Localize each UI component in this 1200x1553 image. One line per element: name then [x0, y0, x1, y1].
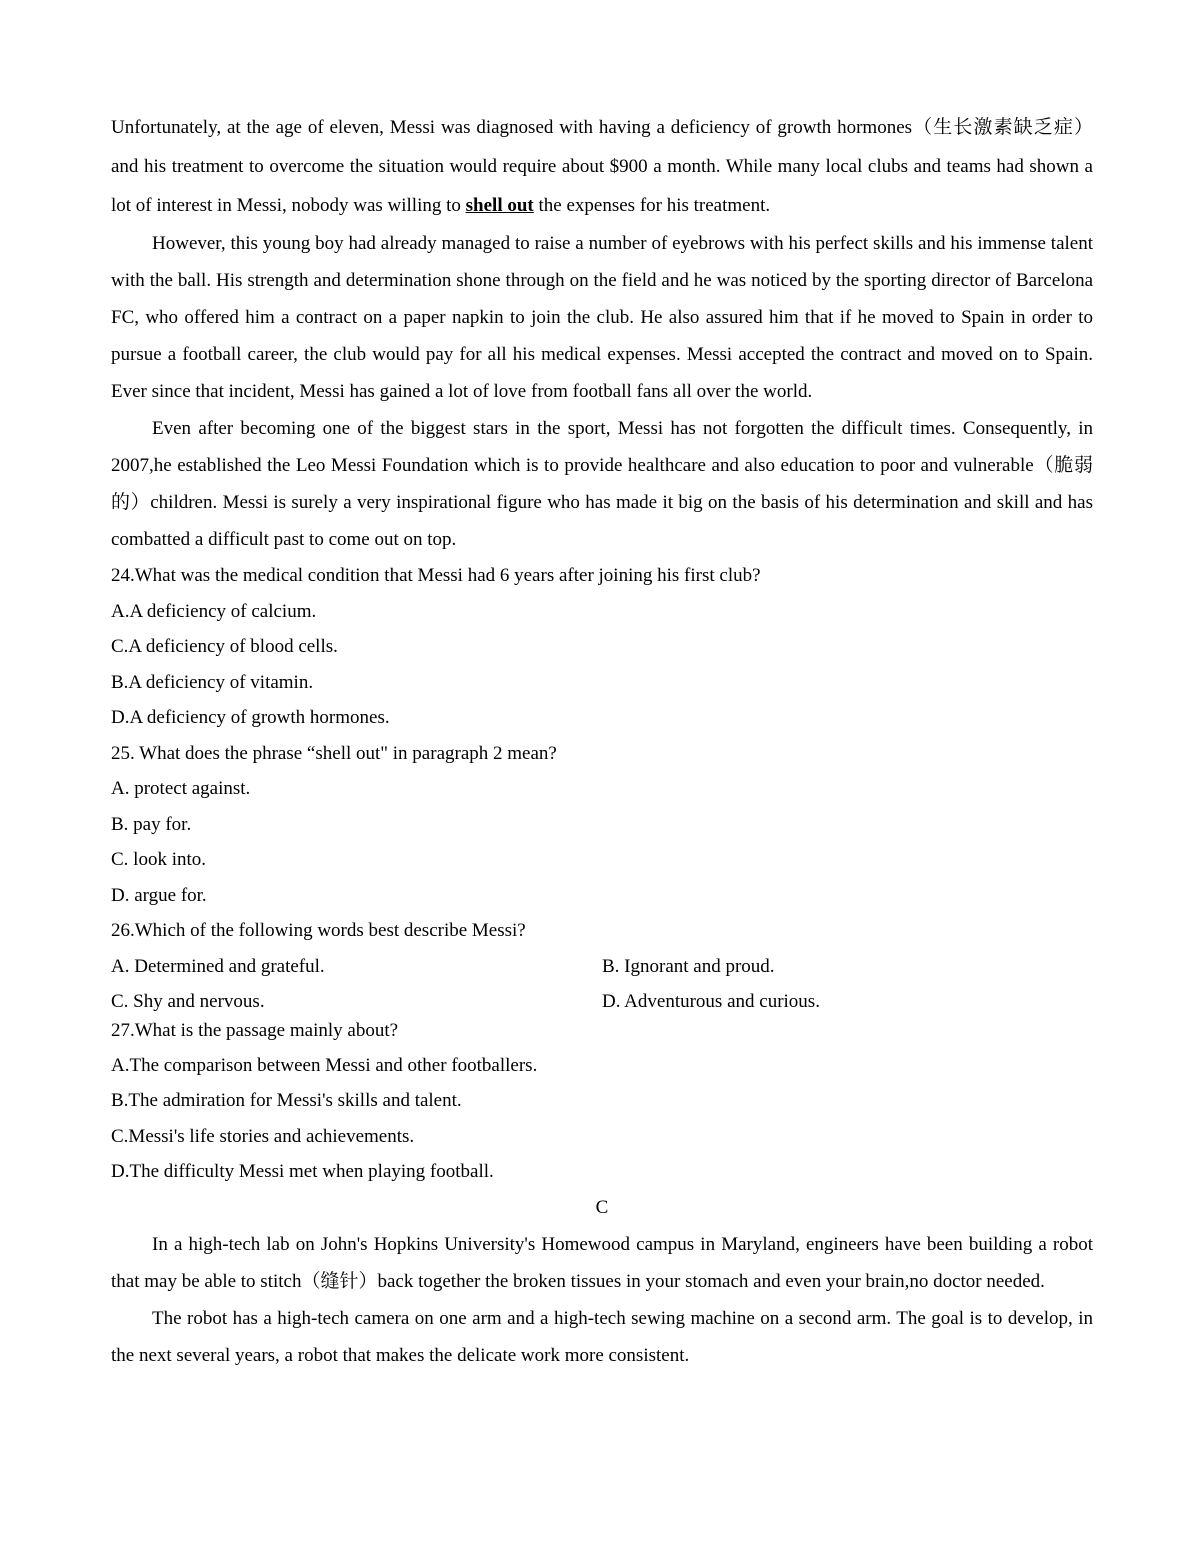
- option: C. Shy and nervous.: [111, 991, 265, 1012]
- passage-b-paragraph-3: Even after becoming one of the biggest stars in the sport, Messi has not forgotten the difficult times. Consequently, in 2007,he established the Leo Messi Foundation which is to provide healthcare and also education to poor and vulnerable（脆弱的）children. Messi is surely a very inspirational figure who has made it big on the basis of his determination and skill and has combatted a difficult past to come out on top.: [111, 418, 1093, 550]
- option-row: [111, 984, 1093, 1020]
- question-stem: 26.Which of the following words best describe Messi?: [111, 920, 526, 941]
- option: C.A deficiency of blood cells.: [111, 636, 338, 657]
- question-26: [111, 913, 1093, 1020]
- question-stem: 27.What is the passage mainly about?: [111, 1019, 399, 1041]
- passage-c-paragraph-1: In a high-tech lab on John's Hopkins University's Homewood campus in Maryland, engineers have been building a robot that may be able to stitch（缝针）back together the broken tissues in your stomach and even your brain,no doctor needed.: [111, 1233, 1093, 1292]
- option: D. Adventurous and curious.: [602, 991, 820, 1012]
- option: B.A deficiency of vitamin.: [111, 671, 314, 693]
- section-heading: C: [595, 1196, 609, 1218]
- passage-c-paragraph-2: The robot has a high-tech camera on one arm and a high-tech sewing machine on a second arm. The goal is to develop, in the next several years, a robot that makes the delicate work more consistent.: [111, 1307, 1093, 1366]
- option: D.A deficiency of growth hormones.: [111, 707, 390, 728]
- option: A. protect against.: [111, 778, 251, 799]
- option: D. argue for.: [111, 884, 207, 906]
- question-24: [111, 558, 1093, 736]
- option: B.The admiration for Messi's skills and talent.: [111, 1090, 462, 1111]
- question-27: [111, 1018, 1093, 1190]
- option: B. pay for.: [111, 813, 192, 835]
- question-stem: 24.What was the medical condition that Messi had 6 years after joining his first club?: [111, 565, 761, 586]
- option: A.A deficiency of calcium.: [111, 600, 317, 622]
- highlighted-phrase: shell out: [465, 195, 534, 216]
- option: A.The comparison between Messi and other footballers.: [111, 1054, 538, 1076]
- paragraph-text: the expenses for his treatment.: [533, 195, 771, 216]
- option: D.The difficulty Messi met when playing football.: [111, 1161, 494, 1182]
- option: C. look into.: [111, 849, 207, 870]
- option: B. Ignorant and proud.: [602, 955, 775, 977]
- option-row: [111, 949, 1093, 985]
- paragraph-text: Unfortunately, at the age of eleven, Messi was diagnosed with having a deficiency of growth hormones（生长激素缺乏症）and his treatment to overcome the situation would require about $900 a month. While many local clubs and teams had shown a lot of interest in Messi, nobody was willing to: [111, 117, 1093, 216]
- exam-page: [111, 108, 1093, 1374]
- passage-b-paragraph-1: [111, 108, 1093, 225]
- passage-b-paragraph-2: However, this young boy had already managed to raise a number of eyebrows with his perfect skills and his immense talent with the ball. His strength and determination shone through on the field and he was noticed by the sporting director of Barcelona FC, who offered him a contract on a paper napkin to join the club. He also assured him that if he moved to Spain in order to pursue a football career, the club would pay for all his medical expenses. Messi accepted the contract and moved on to Spain. Ever since that incident, Messi has gained a lot of love from football fans all over the world.: [111, 233, 1093, 402]
- question-25: [111, 736, 1093, 914]
- option: C.Messi's life stories and achievements.: [111, 1125, 415, 1147]
- question-stem: 25. What does the phrase “shell out" in paragraph 2 mean?: [111, 742, 557, 764]
- option: A. Determined and grateful.: [111, 955, 325, 977]
